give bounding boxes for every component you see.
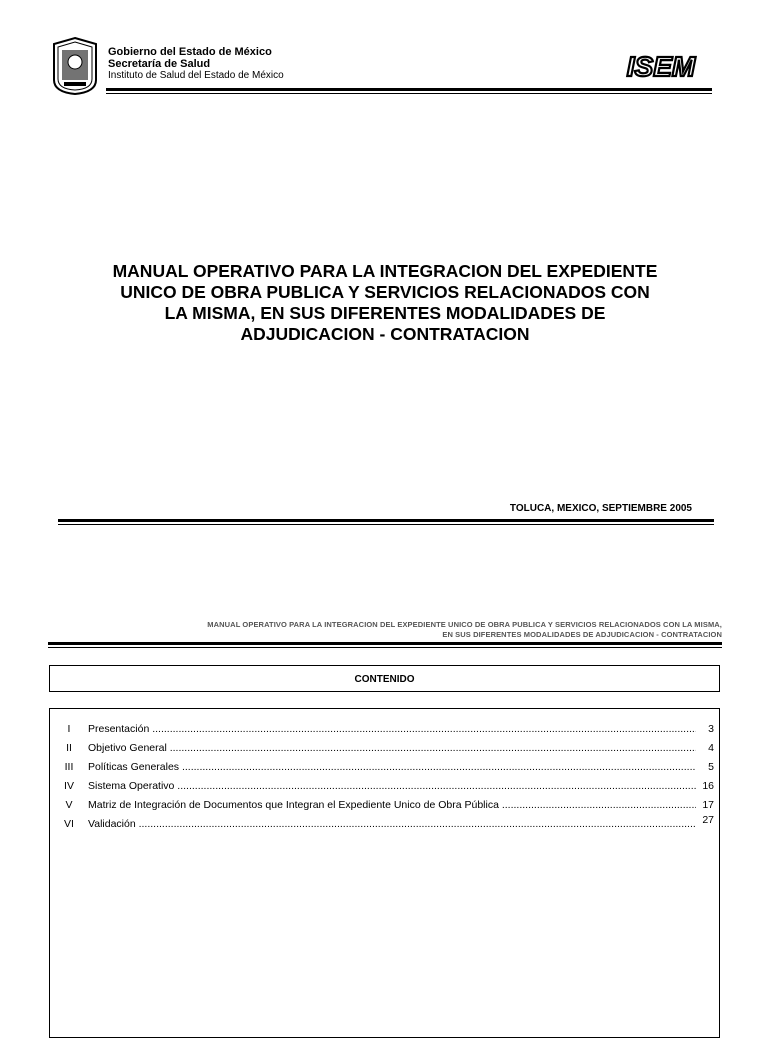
- page-header-rule: [48, 642, 722, 645]
- org-line-government: Gobierno del Estado de México: [108, 46, 272, 58]
- toc-page-number: 4: [696, 741, 714, 755]
- toc-number: II: [66, 742, 72, 754]
- toc-number: VI: [64, 818, 74, 830]
- toc-title: Presentación .....: [88, 722, 696, 736]
- running-head-line: EN SUS DIFERENTES MODALIDADES DE ADJUDICACION - CONTRATACION: [442, 630, 722, 639]
- toc-page-number: 3: [696, 722, 714, 736]
- title-line: LA MISMA, EN SUS DIFERENTES MODALIDADES DE: [164, 303, 606, 323]
- toc-number: III: [64, 761, 74, 773]
- toc-page-number: 16: [696, 779, 714, 793]
- table-of-contents: [49, 708, 720, 1038]
- document-title: [60, 261, 710, 345]
- toc-title: Sistema Operativo .....: [88, 779, 696, 793]
- cover-rule-thin: [58, 524, 714, 525]
- toc-entry[interactable]: [56, 741, 716, 755]
- toc-page-number: 5: [696, 760, 714, 774]
- toc-number: V: [65, 799, 73, 811]
- state-seal-logo: [50, 36, 100, 96]
- toc-page-number: 17: [696, 798, 714, 812]
- toc-entry[interactable]: [56, 760, 716, 774]
- toc-page-number: 27: [696, 813, 714, 827]
- title-line: UNICO DE OBRA PUBLICA Y SERVICIOS RELACIONADOS CON: [120, 282, 650, 302]
- header-rule: [106, 88, 712, 91]
- toc-entry[interactable]: [56, 798, 716, 812]
- running-head-line: MANUAL OPERATIVO PARA LA INTEGRACION DEL EXPEDIENTE UNICO DE OBRA PUBLICA Y SERVICIOS RELACIONADOS CON LA MISMA,: [207, 620, 722, 629]
- toc-title: Matriz de Integración de Documentos que Integran el Expediente Unico de Obra Pública .....: [88, 798, 696, 812]
- contents-heading: CONTENIDO: [49, 665, 720, 692]
- page-header-rule-thin: [48, 647, 722, 648]
- toc-number: I: [67, 723, 71, 735]
- place-date: TOLUCA, MEXICO, SEPTIEMBRE 2005: [509, 503, 692, 514]
- toc-number: IV: [64, 780, 74, 792]
- toc-title: Políticas Generales .....: [88, 760, 696, 774]
- toc-entry[interactable]: [56, 722, 716, 736]
- title-line: ADJUDICACION - CONTRATACION: [240, 324, 530, 344]
- org-line-institute: Instituto de Salud del Estado de México: [108, 70, 284, 81]
- isem-logo-text: ISEM: [626, 51, 696, 82]
- toc-title: Validación .....: [88, 817, 696, 831]
- toc-entry[interactable]: [56, 814, 716, 831]
- header-rule-thin: [106, 93, 712, 94]
- organization-header: [108, 46, 284, 82]
- toc-title: Objetivo General .....: [88, 741, 696, 755]
- isem-logo: [616, 50, 706, 82]
- cover-rule: [58, 519, 714, 522]
- running-head: [100, 620, 722, 640]
- org-line-secretariat: Secretaría de Salud: [108, 58, 211, 70]
- toc-entry[interactable]: [56, 779, 716, 793]
- title-line: MANUAL OPERATIVO PARA LA INTEGRACION DEL EXPEDIENTE: [112, 261, 658, 281]
